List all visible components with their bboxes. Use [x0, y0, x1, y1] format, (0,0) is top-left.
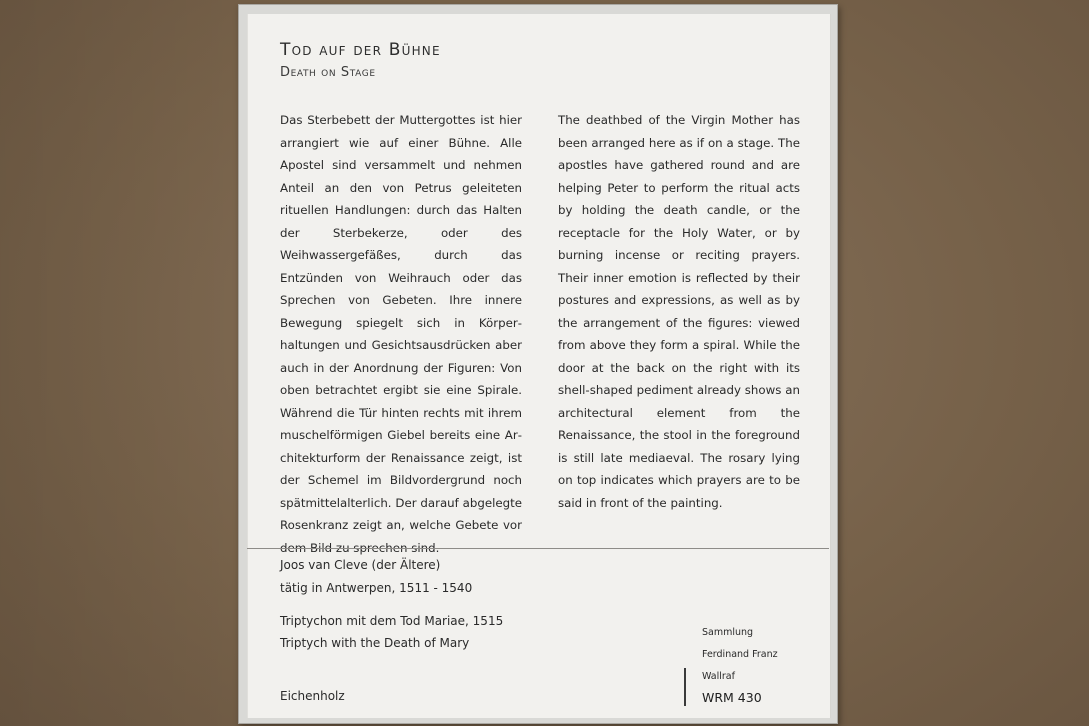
work-title-english: Triptych with the Death of Mary [280, 636, 470, 650]
label-title-german: Tod auf der Bühne [280, 40, 441, 60]
collection-line-1: Sammlung [702, 627, 754, 638]
description-german: Das Sterbebett der Muttergottes ist hier arrangiert wie auf einer Bühne. Alle Apostel sind versammelt und nehmen Anteil an den von Petrus geleiteten rituellen Handlungen: durch das Halten der Sterbekerze, oder des Weihwassergefäßes, durch das Entzünden von Weihrauch oder das Sprechen von Gebeten. Ihre innere Bewegung spiegelt sich in Körperhaltungen und Gesichtsausdrücken aber auch in der Anordnung der Figuren: Von oben betrachtet ergibt sie eine Spirale. Während die Tür hinten rechts mit ihrem muschelförmigen Giebel bereits eine Architekturform der Renaissance zeigt, ist der Schemel im Bildvordergrund noch spätmittelalterlich. Der darauf abgelegte Rosenkranz zeigt an, welche Gebete vor dem Bild zu sprechen sind. [280, 113, 522, 555]
wall-background [0, 0, 240, 726]
work-title-german: Triptychon mit dem Tod Mariae, 1515 [280, 614, 504, 628]
inventory-number: WRM 430 [702, 690, 762, 705]
artist-name: Joos van Cleve (der Ältere) [280, 558, 441, 572]
collection-marker-bar [684, 668, 686, 706]
collection-line-2: Ferdinand Franz [702, 649, 778, 660]
description-english: The deathbed of the Virgin Mother has been arranged here as if on a stage. The apostles have gathered round and are helping Peter to perform the ritual acts by holding the death candle, or the receptacle for the Holy Water, or by burning incense or reciting prayers. Their inner emotion is reflected by their postures and expressions, as well as by the arrangement of the figures: viewed from above they form a spiral. While the door at the back on the right with its shell-shaped pediment already shows an architectural element from the Renaissance, the stool in the foreground is still late mediaeval. The rosary lying on top indicates which prayers are to be said in front of the painting. [558, 113, 800, 510]
divider-line [247, 548, 829, 549]
label-title-english: Death on Stage [280, 65, 376, 80]
material: Eichenholz [280, 689, 345, 703]
collection-line-3: Wallraf [702, 671, 735, 682]
artist-activity: tätig in Antwerpen, 1511 - 1540 [280, 581, 473, 595]
